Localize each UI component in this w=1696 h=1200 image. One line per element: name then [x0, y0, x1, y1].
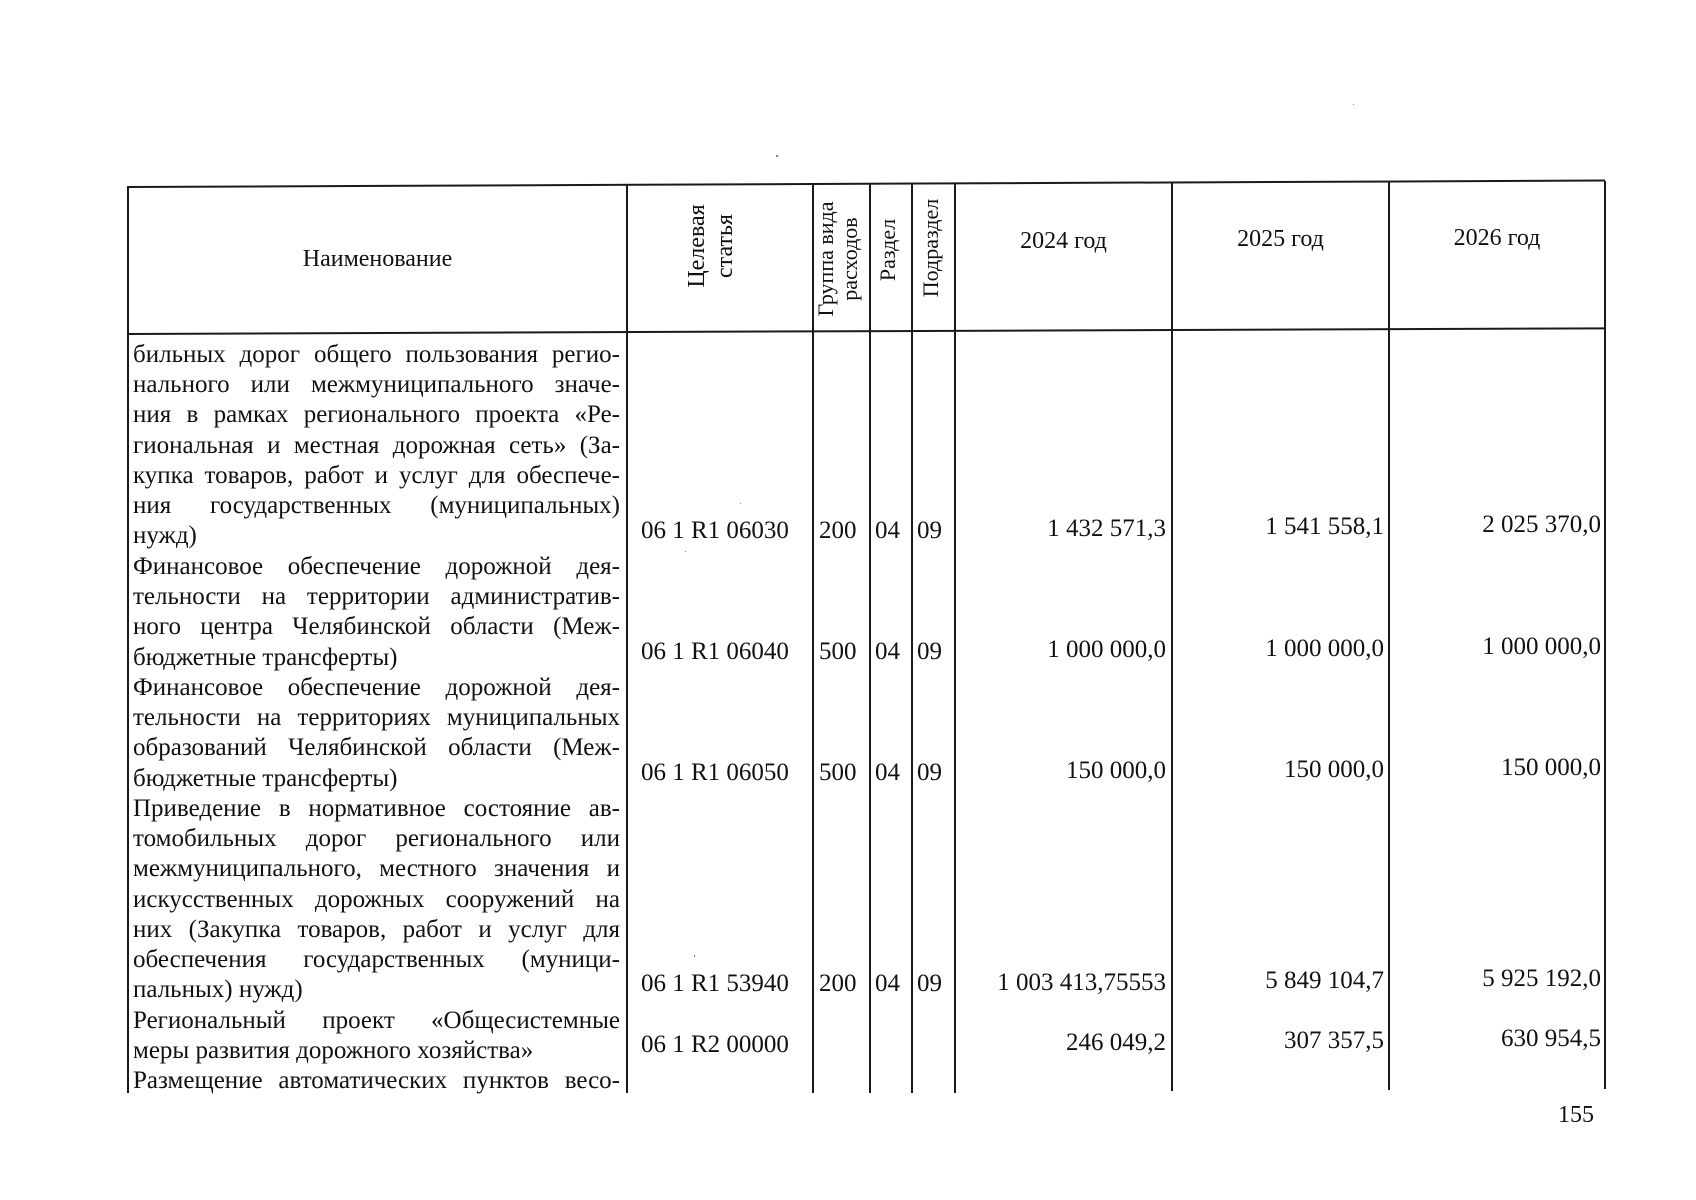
row-4-name-line: искусственных дорожных сооружений на [133, 885, 620, 913]
row-1-name [133, 340, 620, 551]
row-3-subsection: 09 [917, 759, 942, 786]
row-4-name [133, 794, 620, 1005]
row-4-name-line: них (Закупка товаров, работ и услуг для [133, 915, 620, 943]
row-1-name-line: купка товаров, работ и услуг для обеспече- [133, 461, 620, 489]
row-1-name-line: бильных дорог общего пользования регио- [133, 341, 620, 368]
row-1-2025: 1 541 558,1 [1265, 513, 1384, 540]
page-number: 155 [1558, 1102, 1594, 1128]
row-4-code: 06 1 R1 53940 [641, 970, 789, 997]
row-4-subsection: 09 [917, 970, 942, 997]
row-4-name-line: межмуниципального, местного значения и [133, 855, 620, 883]
header-target-article: Целевая статья [684, 204, 738, 288]
row-2-2025: 1 000 000,0 [1265, 635, 1384, 662]
row-4-name-line: томобильных дорог регионального или [133, 825, 620, 853]
scan-speck [694, 955, 695, 957]
row-3-name-line: Финансовое обеспечение дорожной дея- [133, 674, 620, 701]
table-left-border [127, 187, 129, 1093]
row-3-2025: 150 000,0 [1284, 756, 1384, 783]
row-2-name-line: ного центра Челябинской области (Меж- [133, 613, 620, 641]
row-5-code: 06 1 R2 00000 [641, 1031, 789, 1058]
row-1-subsection: 09 [917, 517, 942, 544]
row-1-name-line: ния в рамках регионального проекта «Ре- [133, 401, 620, 429]
row-1-name-line: нужд) [133, 522, 197, 550]
row-3-code: 06 1 R1 06050 [641, 759, 789, 786]
scan-speck [1353, 104, 1354, 105]
row-6-name [133, 1066, 620, 1096]
row-2-code: 06 1 R1 06040 [641, 638, 789, 665]
row-1-2024: 1 432 571,3 [1047, 515, 1166, 542]
row-2-name-line: Финансовое обеспечение дорожной дея- [133, 553, 620, 580]
row-1-section: 04 [875, 517, 900, 544]
row-2-2026: 1 000 000,0 [1482, 633, 1601, 660]
scan-speck [685, 551, 686, 552]
row-5-2024: 246 049,2 [1066, 1029, 1166, 1056]
row-1-name-line: ния государственных (муниципальных) [133, 491, 620, 519]
row-3-name-line: тельности на территориях муниципальных [133, 704, 620, 732]
row-1-code: 06 1 R1 06030 [641, 517, 789, 544]
row-3-2024: 150 000,0 [1066, 757, 1166, 784]
row-4-2024: 1 003 413,75553 [997, 969, 1166, 996]
header-section: Раздел [875, 218, 900, 282]
scan-speck [740, 503, 741, 504]
table-right-border [1604, 181, 1606, 1089]
row-4-group: 200 [819, 970, 857, 997]
row-2-name-line: тельности на территории административ- [133, 583, 620, 611]
header-2026: 2026 год [1453, 225, 1541, 251]
row-2-section: 04 [875, 638, 900, 665]
col-divider-section [911, 184, 913, 1093]
scan-speck [776, 155, 778, 157]
row-4-2025: 5 849 104,7 [1265, 967, 1384, 994]
table-top-border [127, 180, 1605, 188]
row-3-name [133, 673, 620, 794]
row-3-group: 500 [819, 759, 857, 786]
header-2024: 2024 год [1020, 228, 1107, 254]
row-5-2026: 630 954,5 [1501, 1025, 1601, 1052]
row-3-section: 04 [875, 759, 900, 786]
row-5-name-line: меры развития дорожного хозяйства» [133, 1037, 534, 1065]
row-6-name-line: Размещение автоматических пунктов весо- [133, 1067, 620, 1094]
row-3-name-line: бюджетные трансферты) [133, 764, 398, 792]
row-1-name-line: гиональная и местная дорожная сеть» (За- [133, 431, 620, 459]
row-2-name-line: бюджетные трансферты) [133, 643, 398, 671]
row-1-group: 200 [819, 517, 857, 544]
row-5-2025: 307 357,5 [1284, 1027, 1384, 1054]
row-4-name-line: Приведение в нормативное состояние ав- [133, 795, 620, 822]
row-5-name-line: Региональный проект «Общесистемные [133, 1007, 620, 1034]
row-2-subsection: 09 [917, 638, 942, 665]
header-expense-group: Группа вида расходов [813, 201, 862, 317]
col-divider-group [869, 184, 871, 1093]
row-4-name-line: пальных) нужд) [133, 976, 303, 1004]
row-1-name-line: нального или межмуниципального значе- [133, 371, 620, 399]
header-bottom-border [127, 327, 1605, 335]
header-2025: 2025 год [1237, 226, 1324, 252]
row-4-section: 04 [875, 970, 900, 997]
row-3-2026: 150 000,0 [1501, 754, 1601, 781]
row-4-2026: 5 925 192,0 [1482, 965, 1601, 992]
row-5-name [133, 1006, 620, 1066]
row-1-2026: 2 025 370,0 [1482, 511, 1601, 538]
header-subsection: Подраздел [918, 198, 943, 298]
row-4-name-line: обеспечения государственных (муници- [133, 945, 620, 973]
row-2-group: 500 [819, 638, 857, 665]
col-divider-name [626, 185, 628, 1093]
row-2-2024: 1 000 000,0 [1047, 636, 1166, 663]
header-name: Наименование [302, 246, 453, 272]
row-3-name-line: образований Челябинской области (Меж- [133, 734, 620, 762]
row-2-name [133, 552, 620, 673]
